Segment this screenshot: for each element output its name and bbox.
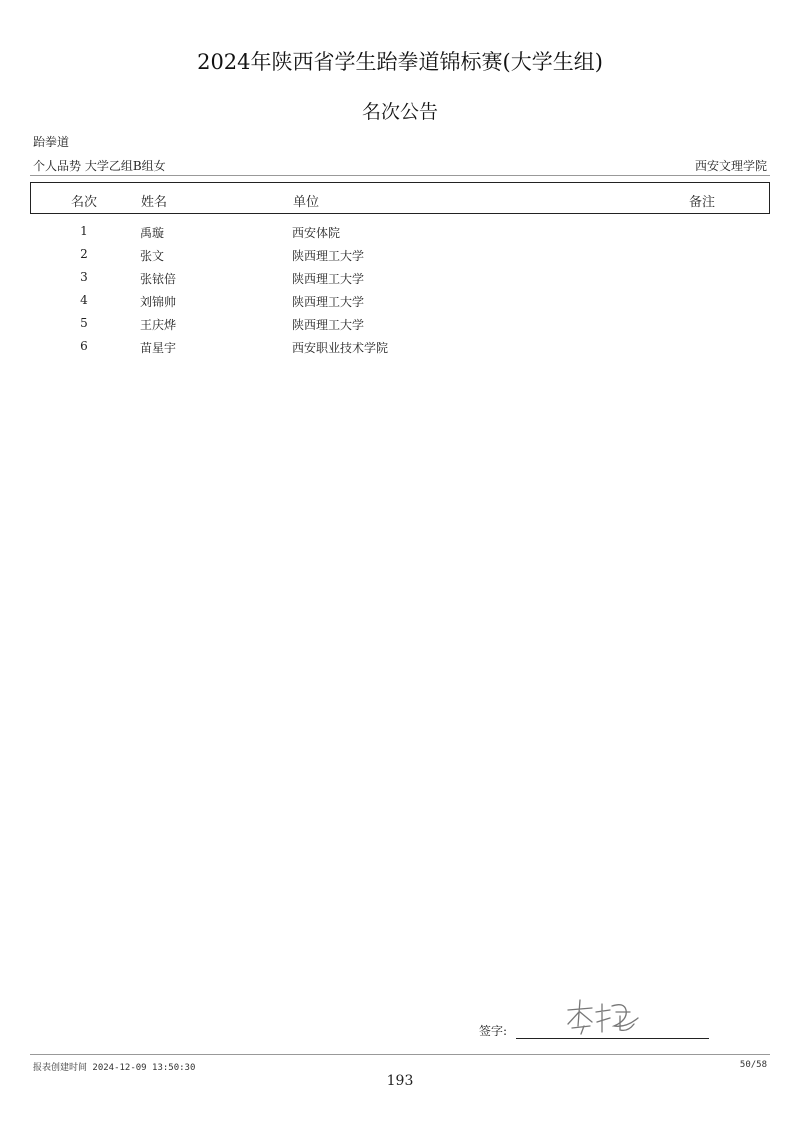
unit-cell: 西安体院 [292, 226, 341, 240]
header-rank: 名次 [71, 195, 98, 210]
rank-cell: 4 [80, 293, 88, 307]
name-cell: 王庆烨 [140, 318, 177, 332]
rank-cell: 5 [80, 316, 88, 330]
rank-cell: 6 [80, 339, 88, 353]
document-subtitle: 名次公告 [361, 101, 438, 123]
event-label: 个人品势 大学乙组B组女 [33, 159, 166, 173]
organizer-label: 西安文理学院 [694, 159, 767, 173]
table-row [30, 247, 770, 269]
name-cell: 禹璇 [140, 226, 165, 240]
signature-line [516, 1038, 709, 1039]
unit-cell: 陕西理工大学 [292, 295, 365, 309]
table-row [30, 224, 770, 246]
page-count: 50/58 [739, 1060, 767, 1070]
table-row [30, 293, 770, 315]
unit-cell: 陕西理工大学 [292, 318, 365, 332]
rank-cell: 2 [80, 247, 88, 261]
rank-cell: 3 [80, 270, 88, 284]
table-row [30, 270, 770, 292]
rank-cell: 1 [80, 224, 88, 238]
handwritten-signature [562, 996, 642, 1036]
document-title: 2024年陕西省学生跆拳道锦标赛(大学生组) [197, 50, 603, 74]
table-header [30, 182, 770, 214]
unit-cell: 西安职业技术学院 [292, 341, 389, 355]
page-number: 193 [386, 1073, 414, 1089]
name-cell: 张文 [140, 249, 165, 263]
unit-cell: 陕西理工大学 [292, 249, 365, 263]
header-name: 姓名 [141, 195, 168, 210]
header-note: 备注 [689, 195, 716, 210]
header-divider [30, 175, 770, 176]
name-cell: 刘锦帅 [140, 295, 177, 309]
footer-divider [30, 1054, 770, 1055]
name-cell: 苗星宇 [140, 341, 177, 355]
header-unit: 单位 [293, 195, 320, 210]
signature-label: 签字: [479, 1024, 508, 1038]
unit-cell: 陕西理工大学 [292, 272, 365, 286]
sport-label: 跆拳道 [33, 135, 70, 149]
report-created-time: 报表创建时间 2024-12-09 13:50:30 [33, 1063, 196, 1073]
table-row [30, 339, 770, 361]
table-row [30, 316, 770, 338]
name-cell: 张铱倍 [140, 272, 177, 286]
